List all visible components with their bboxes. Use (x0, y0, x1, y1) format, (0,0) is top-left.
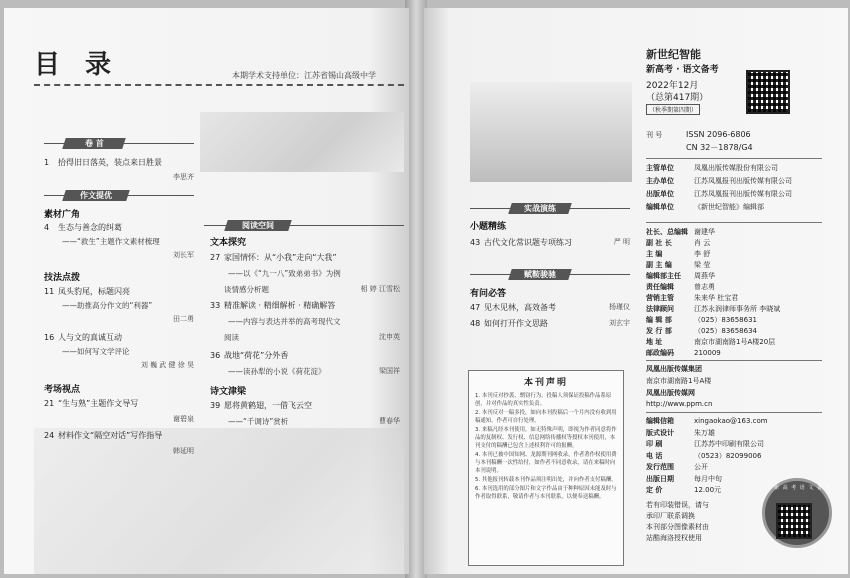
divider (646, 158, 822, 159)
info-value: 210009 (694, 349, 721, 357)
declaration-paragraph: 4. 本刊已被中国知网、龙源期刊网收录，作者著作权使用费与本刊稿酬一次性给付，如作者不同意收录，请在来稿时向本刊说明。 (475, 452, 617, 474)
declaration-paragraph: 6. 本刊选用的部分图片和文字作品由于种种原因未能及时与作者取得联系，敬请作者与本刊联系，以便奉送稿酬。 (475, 486, 617, 500)
info-value: 12.00元 (694, 486, 722, 494)
section-heading: 文本探究 (210, 238, 247, 248)
info-label: 定 价 (646, 486, 663, 494)
notice-line: 本刊部分图像素材由 (646, 523, 709, 531)
info-label: 责任编辑 (646, 283, 674, 291)
page-number: 36 (210, 351, 221, 360)
info-row (646, 428, 715, 438)
info-label: 发 行 部 (646, 327, 672, 335)
toc-subtitle: ——内容与表达并举的高考现代文 (228, 317, 341, 326)
toc-item-title: 生态与善念的纠葛 (58, 223, 122, 232)
band-label: 卷 首 (84, 139, 104, 148)
page-number: 16 (44, 333, 55, 342)
toc-subtitle: ——“千调诗”赏析 (228, 417, 289, 426)
toc-item-title: 材料作文“隔空对话”写作指导 (58, 431, 163, 440)
info-value: 周燕华 (694, 272, 715, 280)
magazine-subtitle: 新高考 · 语文备考 (646, 65, 719, 75)
section-heading: 技法点拨 (44, 273, 81, 283)
info-value: 江苏凤凰报刊出版传媒有限公司 (694, 190, 792, 198)
divider (646, 360, 822, 361)
info-label: 发行范围 (646, 463, 674, 471)
info-row (646, 227, 715, 237)
qr-code-top[interactable] (746, 70, 790, 114)
page-number: 48 (470, 319, 481, 328)
band-label: 赋鞍骏驰 (524, 270, 556, 279)
toc-item-title: 古代文化常识题专项练习 (484, 238, 572, 247)
page-number: 33 (210, 301, 221, 310)
info-value: （0523）82099006 (694, 451, 762, 460)
toc-author: 严 明 (613, 238, 630, 246)
page-number: 24 (44, 431, 55, 440)
section-band-yuedu (224, 220, 292, 231)
toc-author: 田二勇 (173, 315, 194, 323)
info-label: 副 社 长 (646, 239, 672, 247)
info-label: 主 编 (646, 250, 663, 258)
decor-image-bottom (34, 428, 404, 574)
info-row (646, 260, 710, 270)
dashed-divider (34, 84, 404, 86)
toc-item-title: 愿将黄鹤翅，一借飞云空 (224, 401, 312, 410)
section-band-zuowen (62, 190, 130, 201)
info-label: 编辑信箱 (646, 417, 674, 425)
toc-item-title: 凤头豹尾，标题闪亮 (58, 287, 130, 296)
page-number: 39 (210, 401, 221, 410)
band-label: 作文提优 (80, 191, 112, 200)
right-page (424, 8, 848, 574)
page-number: 11 (44, 287, 55, 296)
toc-item[interactable] (210, 350, 288, 361)
badge-circle-text: 新 高 考 语 文 备 考 (774, 485, 832, 491)
magazine-season: （秋季期第四期） (646, 104, 700, 115)
toc-author: 沈申英 (379, 333, 400, 341)
info-label: 编辑单位 (646, 203, 674, 211)
info-label: 出版单位 (646, 190, 674, 198)
notice-line: 承印厂联系调换 (646, 512, 695, 520)
info-row (646, 176, 792, 186)
info-row (646, 348, 721, 358)
magazine-title: 新世纪智能 (646, 48, 701, 61)
page-number: 1 (44, 158, 50, 167)
info-row (646, 202, 764, 212)
page-number: 47 (470, 303, 481, 312)
toc-author: 韩延明 (173, 447, 194, 455)
toc-item[interactable] (470, 318, 548, 329)
declaration-title: 本刊声明 (523, 378, 568, 388)
toc-author: 刘玄宇 (609, 319, 630, 327)
kanhao-label: 刊 号 (646, 131, 663, 139)
toc-author: 梁国祥 (379, 367, 400, 375)
band-label: 实战演练 (524, 204, 556, 213)
divider (646, 412, 822, 413)
info-label: 主管单位 (646, 164, 674, 172)
section-band-huoqu (508, 269, 572, 280)
toc-author: 刘长军 (173, 251, 194, 259)
info-row (646, 238, 710, 248)
info-value: 江苏凤凰报刊出版传媒有限公司 (694, 177, 792, 185)
toc-item[interactable] (44, 157, 162, 168)
toc-subtitle: ——以《“九一八”致弟弟书》为例 (228, 269, 341, 278)
info-row (646, 474, 722, 484)
info-row (646, 271, 715, 281)
cn-number: CN 32－1878/G4 (686, 143, 753, 152)
section-band-shizhan (508, 203, 572, 214)
decor-image-top (200, 112, 404, 172)
toc-item-title: 见木见林，高效备考 (484, 303, 556, 312)
toc-item[interactable] (44, 430, 162, 441)
toc-item[interactable] (210, 252, 337, 263)
info-row (646, 163, 778, 173)
magazine-date: 2022年12月 (646, 81, 699, 91)
toc-author: 李思齐 (173, 173, 194, 181)
toc-subtitle: ——“救生”主题作文素材梳理 (62, 237, 160, 246)
info-value: 谢建华 (694, 228, 715, 236)
info-label: 编 辑 部 (646, 316, 672, 324)
info-value: 凤凰出版传媒股份有限公司 (694, 164, 778, 172)
section-band-juanshou (62, 138, 126, 149)
toc-subtitle: ——助推高分作文的“利器” (62, 301, 153, 310)
group-net: 凤凰出版传媒网 (646, 389, 695, 397)
declaration-paragraph: 3. 来稿凡经本刊使用，如无特殊声明，即视为作者同意将作品的复制权、发行权、信息网络传播权等授权本刊使用，本刊支付的稿酬已包含上述权利许可的报酬。 (475, 427, 617, 449)
toc-author: 刘 巍 武 健 徐 昊 (140, 361, 194, 369)
info-label: 主办单位 (646, 177, 674, 185)
left-page (4, 8, 409, 574)
toc-item[interactable] (210, 300, 335, 311)
toc-item-title: 战地“荷花”分外香 (224, 351, 289, 360)
info-value: 每月中旬 (694, 474, 722, 483)
group-address: 南京市湖南路1号A楼 (646, 377, 712, 385)
band-label: 阅读空间 (242, 221, 274, 230)
info-value: （025）83658634 (694, 327, 757, 335)
section-heading: 小题精练 (470, 222, 507, 232)
info-value: 梁 莹 (694, 261, 711, 269)
info-row (646, 282, 715, 292)
info-value: xingaokao@163.com (694, 417, 768, 425)
info-row (646, 293, 738, 303)
divider (646, 222, 822, 223)
magazine-issue: （总第417期） (646, 93, 709, 103)
info-row (646, 485, 721, 495)
toc-author: 杨瑾仪 (609, 303, 630, 311)
page-number: 4 (44, 223, 50, 232)
page-number: 43 (470, 238, 481, 247)
info-row (646, 337, 775, 347)
info-label: 印 刷 (646, 440, 663, 448)
toc-item[interactable] (470, 237, 572, 248)
info-value: 李 舒 (694, 250, 711, 258)
support-unit: 本期学术支持单位：江苏省锡山高级中学 (232, 71, 376, 80)
info-value: 南京市湖南路1号A楼20层 (694, 338, 776, 346)
info-row (646, 249, 710, 259)
declaration-paragraph: 1. 本刊反对抄袭、剽窃行为，投稿人须保证投稿作品系原创，并对作品的真实性负责。 (475, 393, 612, 407)
info-label: 地 址 (646, 338, 663, 346)
info-label: 邮政编码 (646, 349, 674, 357)
toc-subtitle: ——如何写文学评论 (62, 347, 130, 356)
toc-author: 相 婷 江雪松 (360, 285, 400, 293)
info-row (646, 462, 708, 472)
info-label: 编辑部主任 (646, 272, 681, 280)
declaration-paragraph: 2. 本刊反对一稿多投，如向本刊投稿后一个月内没有收到用稿通知，作者可自行处理。 (475, 410, 617, 424)
info-value: 朱万雄 (694, 428, 715, 437)
toc-item-title: 精准解读 · 精细解析 · 精确解答 (224, 301, 336, 310)
toc-item-title: “生与熟”主题作文导写 (58, 399, 139, 408)
info-row (646, 189, 792, 199)
info-label: 出版日期 (646, 474, 674, 483)
pavilion-image (470, 82, 632, 182)
page-number: 27 (210, 253, 221, 262)
info-label: 社长、总编辑 (646, 228, 688, 236)
toc-item[interactable] (470, 302, 556, 313)
issn: ISSN 2096-6806 (686, 130, 751, 139)
toc-subtitle: 阅读 (224, 333, 239, 342)
info-row (646, 416, 768, 426)
info-label: 副 主 编 (646, 261, 672, 269)
toc-item[interactable] (210, 400, 312, 411)
page-title: 目 录 (34, 50, 120, 80)
section-heading: 素材广角 (44, 210, 81, 220)
toc-author: 谢碧泉 (173, 415, 194, 423)
section-heading: 考场视点 (44, 385, 81, 395)
info-value: 公开 (694, 463, 708, 471)
page-number: 21 (44, 399, 55, 408)
toc-author: 曹春华 (379, 417, 400, 425)
info-value: 《新世纪智能》编辑部 (694, 203, 764, 211)
toc-item[interactable] (44, 332, 122, 343)
notice-line: 站酷海洛授权使用 (646, 534, 702, 542)
toc-subtitle: ——读孙犁的小说《荷花淀》 (228, 367, 326, 376)
info-value: 江苏永润律师事务所 李晓斌 (694, 305, 781, 313)
toc-item[interactable] (44, 222, 122, 233)
notice-line: 若有印装错误，请与 (646, 501, 709, 509)
toc-item-title: 如何打开作文思路 (484, 319, 548, 328)
info-row (646, 451, 761, 461)
info-value: （025）83658631 (694, 316, 757, 324)
info-label: 法律顾问 (646, 305, 674, 313)
declaration-paragraph: 5. 其他报刊转载本刊作品须注明出处，并向作者支付稿酬。 (475, 477, 617, 483)
info-row (646, 326, 757, 336)
info-row (646, 304, 780, 314)
section-heading: 诗文津梁 (210, 387, 247, 397)
info-value: 朱来华 杜宝君 (694, 294, 739, 302)
info-value: 曾志勇 (694, 283, 715, 291)
toc-item[interactable] (44, 286, 130, 297)
info-value: 江苏苏中印刷有限公司 (694, 440, 764, 448)
toc-item-title: 人与文的真诚互动 (58, 333, 122, 342)
toc-subtitle: 谈情感分析题 (224, 285, 269, 294)
declaration-box (468, 370, 624, 566)
toc-item[interactable] (44, 398, 138, 409)
info-label: 电 话 (646, 451, 663, 460)
toc-item-title: 家国情怀：从“小我”走向“大我” (224, 253, 337, 262)
info-row (646, 315, 757, 325)
section-heading: 有问必答 (470, 289, 507, 299)
info-label: 营销主管 (646, 294, 674, 302)
info-value: 肖 云 (694, 239, 711, 247)
group-name: 凤凰出版传媒集团 (646, 365, 702, 373)
info-label: 版式设计 (646, 428, 674, 437)
info-row (646, 439, 764, 449)
qr-code-bottom[interactable] (776, 503, 812, 539)
toc-item-title: 拾得旧日落英，装点来日胜景 (58, 158, 162, 167)
group-url[interactable]: http://www.ppm.cn (646, 400, 713, 408)
